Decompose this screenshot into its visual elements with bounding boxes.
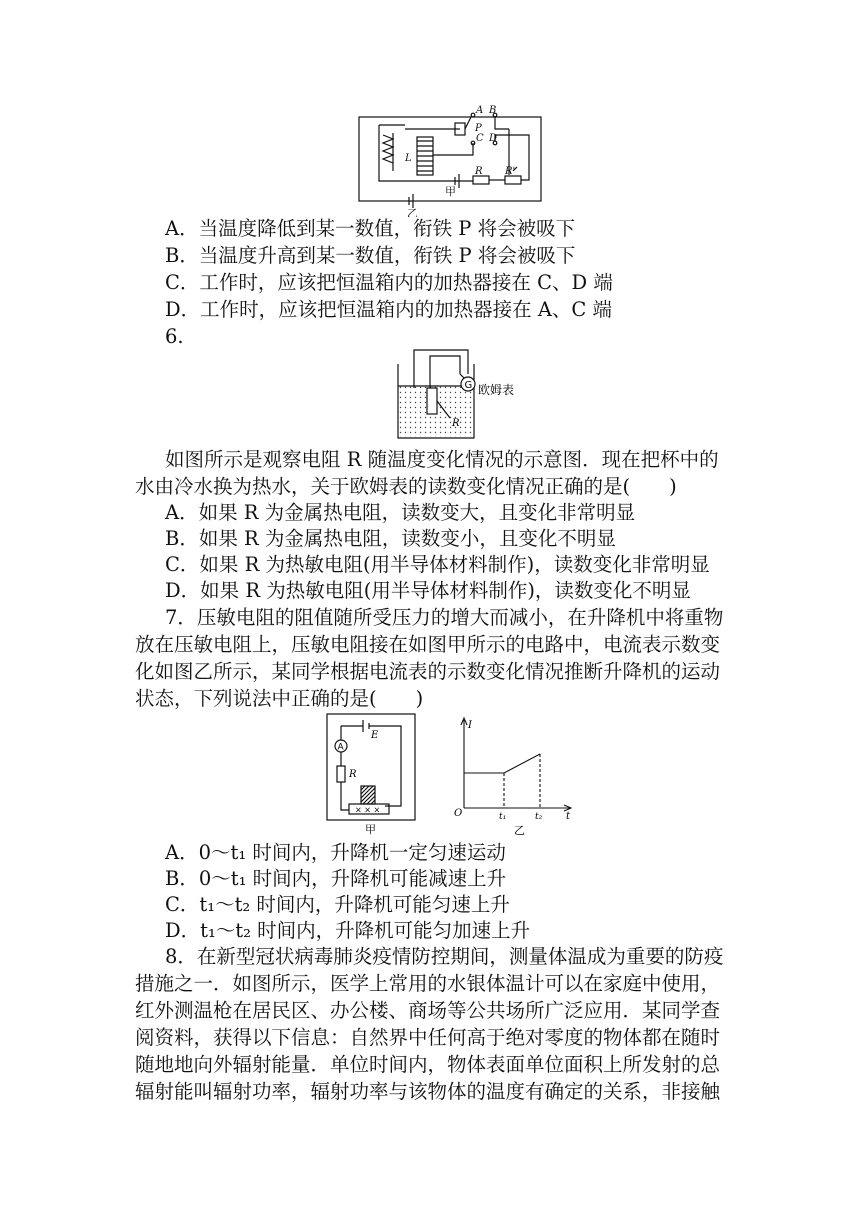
- q6-stem-line1: 如图所示是观察电阻 R 随温度变化情况的示意图．现在把杯中的: [165, 448, 719, 471]
- q7-option-c: C．t₁～t₂ 时间内，升降机可能匀速上升: [165, 893, 510, 916]
- relay-circuit-figure: [355, 105, 545, 217]
- origin-label: O: [454, 808, 463, 819]
- axis-label-t: t: [566, 811, 571, 822]
- figure-label-jia: 甲: [365, 823, 376, 836]
- tick-t1: t₁: [499, 812, 507, 822]
- label-B: B: [489, 105, 497, 116]
- q8-line4: 阅资料，获得以下信息：自然界中任何高于绝对零度的物体都在随时: [135, 1026, 721, 1049]
- q5-option-b: B．当温度升高到某一数值，衔铁 P 将会被吸下: [165, 244, 576, 267]
- label-A: A: [476, 105, 484, 116]
- q6-option-a: A．如果 R 为金属热电阻，读数变大，且变化非常明显: [165, 501, 636, 524]
- emf-label: E: [371, 730, 379, 741]
- q7-option-b: B．0～t₁ 时间内，升降机可能减速上升: [165, 867, 507, 890]
- label-C: C: [476, 133, 484, 144]
- q5-option-c: C．工作时，应该把恒温箱内的加热器接在 C、D 端: [165, 271, 613, 294]
- figure-label-yi: 乙: [514, 824, 525, 837]
- q5-option-d: D．工作时，应该把恒温箱内的加热器接在 A、C 端: [165, 298, 613, 321]
- resistor-label: R: [452, 418, 460, 429]
- varistor-label: R: [349, 769, 357, 780]
- axis-label-i: I: [468, 720, 472, 731]
- q7-stem-line4: 状态，下列说法中正确的是( ): [135, 687, 424, 710]
- q6-option-c: C．如果 R 为热敏电阻(用半导体材料制作)，读数变化非常明显: [165, 553, 710, 576]
- q7-stem-line2: 放在压敏电阻上，压敏电阻接在如图甲所示的电路中，电流表示数变: [135, 633, 721, 656]
- ohmmeter-label: 欧姆表: [478, 383, 515, 397]
- label-L: L: [405, 153, 412, 164]
- label-R: R: [475, 166, 483, 177]
- ohmmeter-beaker-figure: [394, 346, 544, 442]
- pressure-plate-marks: × × ×: [355, 805, 381, 815]
- label-D: D: [489, 133, 498, 144]
- q8-line2: 措施之一．如图所示，医学上常用的水银体温计可以在家庭中使用，: [135, 972, 721, 995]
- q6-stem-line2: 水由冷水换为热水，关于欧姆表的读数变化情况正确的是( ): [135, 475, 677, 498]
- q6-option-d: D．如果 R 为热敏电阻(用半导体材料制作)，读数变化不明显: [165, 579, 691, 602]
- q7-stem-line3: 化如图乙所示，某同学根据电流表的示数变化情况推断升降机的运动: [135, 660, 721, 683]
- label-jia: 甲: [445, 185, 456, 198]
- label-P: P: [475, 123, 482, 134]
- galvanometer-icon: G: [464, 380, 473, 391]
- q8-line1: 8．在新型冠状病毒肺炎疫情防控期间，测量体温成为重要的防疫: [165, 945, 724, 968]
- q8-line5: 随地地向外辐射能量．单位时间内，物体表面单位面积上所发射的总: [135, 1053, 721, 1076]
- q6-option-b: B．如果 R 为金属热电阻，读数变小，且变化不明显: [165, 527, 616, 550]
- q5-option-a: A．当温度降低到某一数值，衔铁 P 将会被吸下: [165, 217, 576, 240]
- q8-line3: 红外测温枪在居民区、办公楼、商场等公共场所广泛应用．某同学查: [135, 999, 721, 1022]
- q6-number: 6.: [165, 325, 184, 348]
- label-yi: 乙: [407, 207, 418, 217]
- pressure-circuit-figure: [325, 712, 420, 838]
- q7-option-a: A．0～t₁ 时间内，升降机一定匀速运动: [165, 841, 506, 864]
- tick-t2: t₂: [535, 812, 543, 822]
- q7-option-d: D．t₁～t₂ 时间内，升降机可能匀加速上升: [165, 919, 531, 942]
- label-R-prime: R': [505, 166, 516, 177]
- current-time-graph: [448, 716, 578, 838]
- ammeter-icon: A: [337, 742, 344, 753]
- q7-stem-line1: 7．压敏电阻的阻值随所受压力的增大而减小，在升降机中将重物: [165, 606, 724, 629]
- q8-line6: 辐射能叫辐射功率，辐射功率与该物体的温度有确定的关系，非接触: [135, 1080, 721, 1103]
